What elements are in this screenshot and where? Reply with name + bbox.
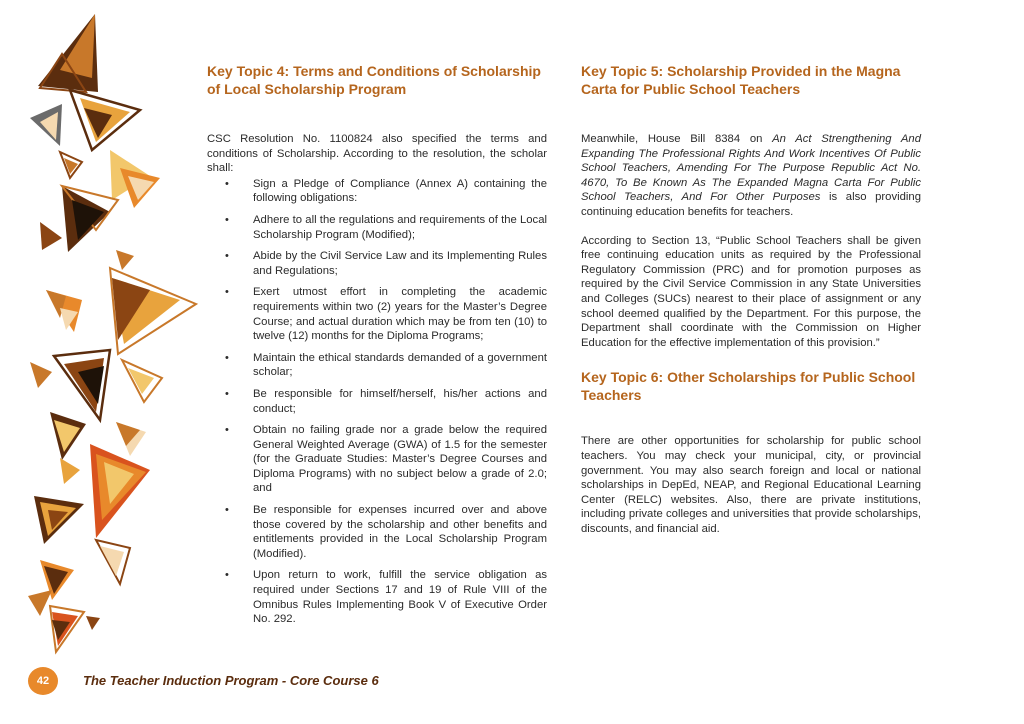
bullet-icon: • [225,504,229,517]
list-item: • Be responsible for expenses incurred over and above those covered by the scholarship and other benefits and entitlements provided in the Local Scholarship Program (Modified). [225,504,547,560]
bullet-icon: • [225,286,229,299]
obligations-list [207,177,547,627]
left-column [207,62,547,627]
section-13-paragraph: According to Section 13, “Public School Teachers shall be given free continuing education units as required by the Professional Regulatory Commission (PRC) and for promotion purposes as required by the Civil Service Commission in any State Universities and Colleges (SUCs) nearest to their place of assignment or any school deemed qualified by the Department. For this purpose, the Department shall coordinate with the Commission on Higher Education for the effective implementation of this provision.” [581,234,921,349]
key-topic-4-intro: CSC Resolution No. 1100824 also specified the terms and conditions of Scholarship. According to the resolution, the scholar shall: [207,133,547,175]
bullet-icon: • [225,177,229,190]
page-number-badge: 42 [28,667,58,695]
other-scholarships-paragraph: There are other opportunities for scholarship for public school teachers. You may check your municipal, city, or provincial government. You may also search foreign and local or national scholarships in DepEd, NEAP, and Regional Educational Learning Center (RELC) websites. Also, there are private institutions, including private colleges and universities that provide scholarships, discounts, and financial aid. [581,435,921,535]
list-item: • Be responsible for himself/herself, his/her actions and conduct; [225,387,547,415]
list-item: • Exert utmost effort in completing the academic requirements within two (2) years for the Master’s Degree Course; and actual duration which may be from ten (10) to twelve (12) months for the Diploma Programs; [225,286,547,343]
list-item: • Maintain the ethical standards demanded of a government scholar; [225,351,547,379]
page-footer [28,667,428,695]
list-item: • Upon return to work, fulfill the service obligation as required under Sections 17 and 19 of Rule VIII of the Omnibus Rules Implementing Book V of Executive Order No. 292. [225,569,547,626]
key-topic-5-heading: Key Topic 5: Scholarship Provided in the Magna Carta for Public School Teachers [581,63,901,97]
bullet-icon: • [225,569,229,582]
bullet-icon: • [225,424,229,437]
bullet-icon: • [225,351,229,364]
bullet-icon: • [225,213,229,226]
bill-title: An Act Strengthening And Expanding The Professional Rights And Work Incentives Of Public School Teachers, Amending For The Purpose Republic Act No. 4670, To Be Known As The Expanded Magna Carta For Public School Teachers, And For Other Purposes [581,133,921,204]
list-item: • Adhere to all the regulations and requirements of the Local Scholarship Program (Modified); [225,213,547,241]
bullet-icon: • [225,250,229,263]
list-item: • Abide by the Civil Service Law and its Implementing Rules and Regulations; [225,250,547,277]
bullet-icon: • [225,387,229,400]
list-item: • Sign a Pledge of Compliance (Annex A) containing the following obligations: [225,177,547,205]
right-column [581,62,921,536]
footer-title: The Teacher Induction Program - Core Course 6 [83,673,379,688]
house-bill-paragraph: Meanwhile, House Bill 8384 on An Act Strengthening And Expanding The Professional Rights And Work Incentives Of Public School Teachers, Amending For The Purpose Republic Act No. 4670, To Be Known As The Expanded Magna Carta For Public School Teachers, And For Other Purposes is also providing continuing education benefits for teachers. [581,133,921,218]
list-item: • Obtain no failing grade nor a grade below the required General Weighted Average (GWA) of 1.5 for the semester (for the Graduate Studies: Master’s Degree Courses and Diploma Programs) with no subject below a grade of 2.0; and [225,424,547,495]
decorative-triangles [0,0,200,724]
key-topic-4-heading: Key Topic 4: Terms and Conditions of Scholarship of Local Scholarship Program [207,63,541,97]
key-topic-6-heading: Key Topic 6: Other Scholarships for Public School Teachers [581,369,916,404]
